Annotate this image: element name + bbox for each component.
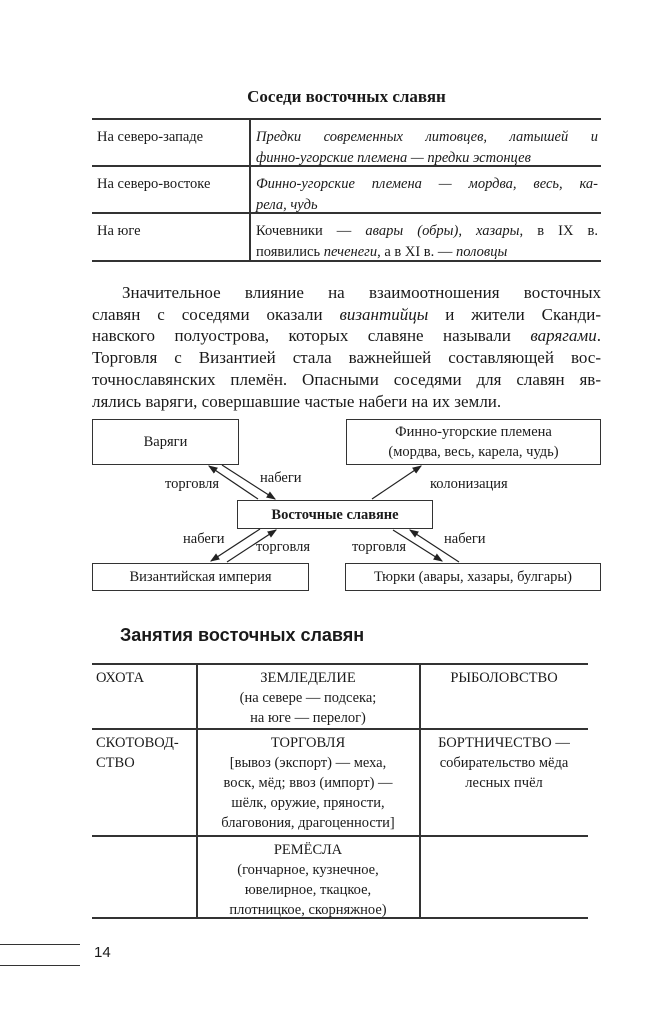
text-segment: византийцы	[339, 304, 429, 324]
text-line: шёлк, оружие, пряности,	[231, 795, 385, 811]
text-segment: авары (обры), хазары	[365, 223, 520, 239]
text-line: ТОРГОВЛЯ	[270, 735, 346, 751]
text-segment: появились	[256, 244, 324, 260]
box-finno-label-2: (мордва, весь, карела, чудь)	[388, 444, 559, 460]
text-segment: финно-угорские племена — предки эстонцев	[256, 150, 531, 166]
text-segment: лялись варяги, совершавшие частые набеги на их земли.	[92, 391, 502, 411]
label-raids-byzantium: набеги	[183, 531, 225, 547]
text-line: собирательство мёда	[439, 755, 569, 771]
label-colonization: колонизация	[430, 476, 508, 492]
text-line: ЗЕМЛЕДЕЛИЕ	[260, 670, 356, 686]
neighbors-table-title: Соседи восточных славян	[247, 87, 446, 106]
text-line: ОХОТА	[96, 670, 145, 686]
occupation-cell	[420, 733, 588, 793]
box-varyagi-label: Варяги	[143, 434, 188, 450]
box-turks-label: Тюрки (авары, хазары, булгары)	[373, 569, 573, 585]
text-line: воск, мёд; ввоз (импорт) —	[223, 775, 393, 791]
box-finno-label-1: Финно-угорские племена	[395, 424, 552, 440]
text-line: СТВО	[96, 755, 135, 771]
text-segment: Предки современных литовцев, латышей и	[256, 129, 598, 145]
text-segment: , в IX в.	[519, 223, 598, 239]
text-segment: точнославянских племён. Опасными соседями для славян яв-	[92, 369, 601, 389]
text-line: СКОТОВОД-	[96, 735, 179, 751]
occupation-cell	[420, 668, 588, 688]
text-line: благовония, драгоценности]	[221, 815, 395, 831]
occupation-cell	[197, 668, 419, 728]
page-barcode-decoration	[0, 944, 80, 966]
text-segment: славян с соседями оказали	[92, 304, 340, 324]
label-trade-turks: торговля	[352, 539, 407, 555]
occupation-cell	[96, 668, 196, 688]
table-rule	[92, 728, 588, 730]
text-line: (гончарное, кузнечное,	[237, 862, 379, 878]
text-segment: Кочевники —	[256, 223, 366, 239]
label-raids-varyagi: набеги	[260, 470, 302, 486]
region-cell: На юге	[97, 223, 141, 239]
text-line: плотницкое, скорняжное)	[229, 902, 387, 918]
arrow-colonization	[372, 466, 421, 499]
text-line: БОРТНИЧЕСТВО —	[438, 735, 570, 751]
occupation-cell	[96, 733, 196, 773]
text-segment: навского полуострова, которых славяне называли	[92, 326, 531, 346]
text-segment: половцы	[456, 244, 508, 260]
page-number: 14	[94, 944, 111, 961]
table-rule	[92, 663, 588, 665]
text-segment: , а в XI в. —	[377, 244, 457, 260]
text-segment: Значительное влияние на взаимоотношения восточных	[122, 283, 601, 302]
text-line: лесных пчёл	[465, 775, 543, 791]
text-segment: рела, чудь	[256, 197, 318, 213]
text-line: [вывоз (экспорт) — меха,	[229, 755, 387, 771]
text-line: РЕМЁСЛА	[273, 842, 343, 858]
box-east-slavs-label: Восточные славяне	[271, 506, 399, 523]
table-rule	[92, 835, 588, 837]
text-segment: варягами	[530, 326, 597, 346]
label-trade-byzantium: торговля	[256, 539, 311, 555]
text-line: РЫБОЛОВСТВО	[450, 670, 558, 686]
label-trade-varyagi: торговля	[165, 476, 220, 492]
occupation-cell	[197, 840, 419, 920]
box-byzantium-label: Византийская империя	[129, 569, 272, 585]
occupation-cell	[197, 733, 419, 833]
label-raids-turks: набеги	[444, 531, 486, 547]
region-cell: На северо-востоке	[97, 176, 211, 192]
text-line: (на севере — подсека;	[239, 690, 377, 706]
occupations-heading: Занятия восточных славян	[120, 625, 365, 645]
text-segment: печенеги	[323, 244, 378, 260]
text-segment: Финно-угорские племена — мордва, весь, ка-	[256, 176, 598, 192]
text-line: ювелирное, ткацкое,	[244, 882, 372, 898]
text-segment: Торговля с Византией стала важнейшей составляющей вос-	[92, 348, 601, 368]
text-line: на юге — перелог)	[250, 710, 366, 726]
text-segment: .	[596, 326, 601, 346]
region-cell: На северо-западе	[97, 129, 204, 145]
text-segment: и жители Сканди-	[428, 304, 602, 324]
